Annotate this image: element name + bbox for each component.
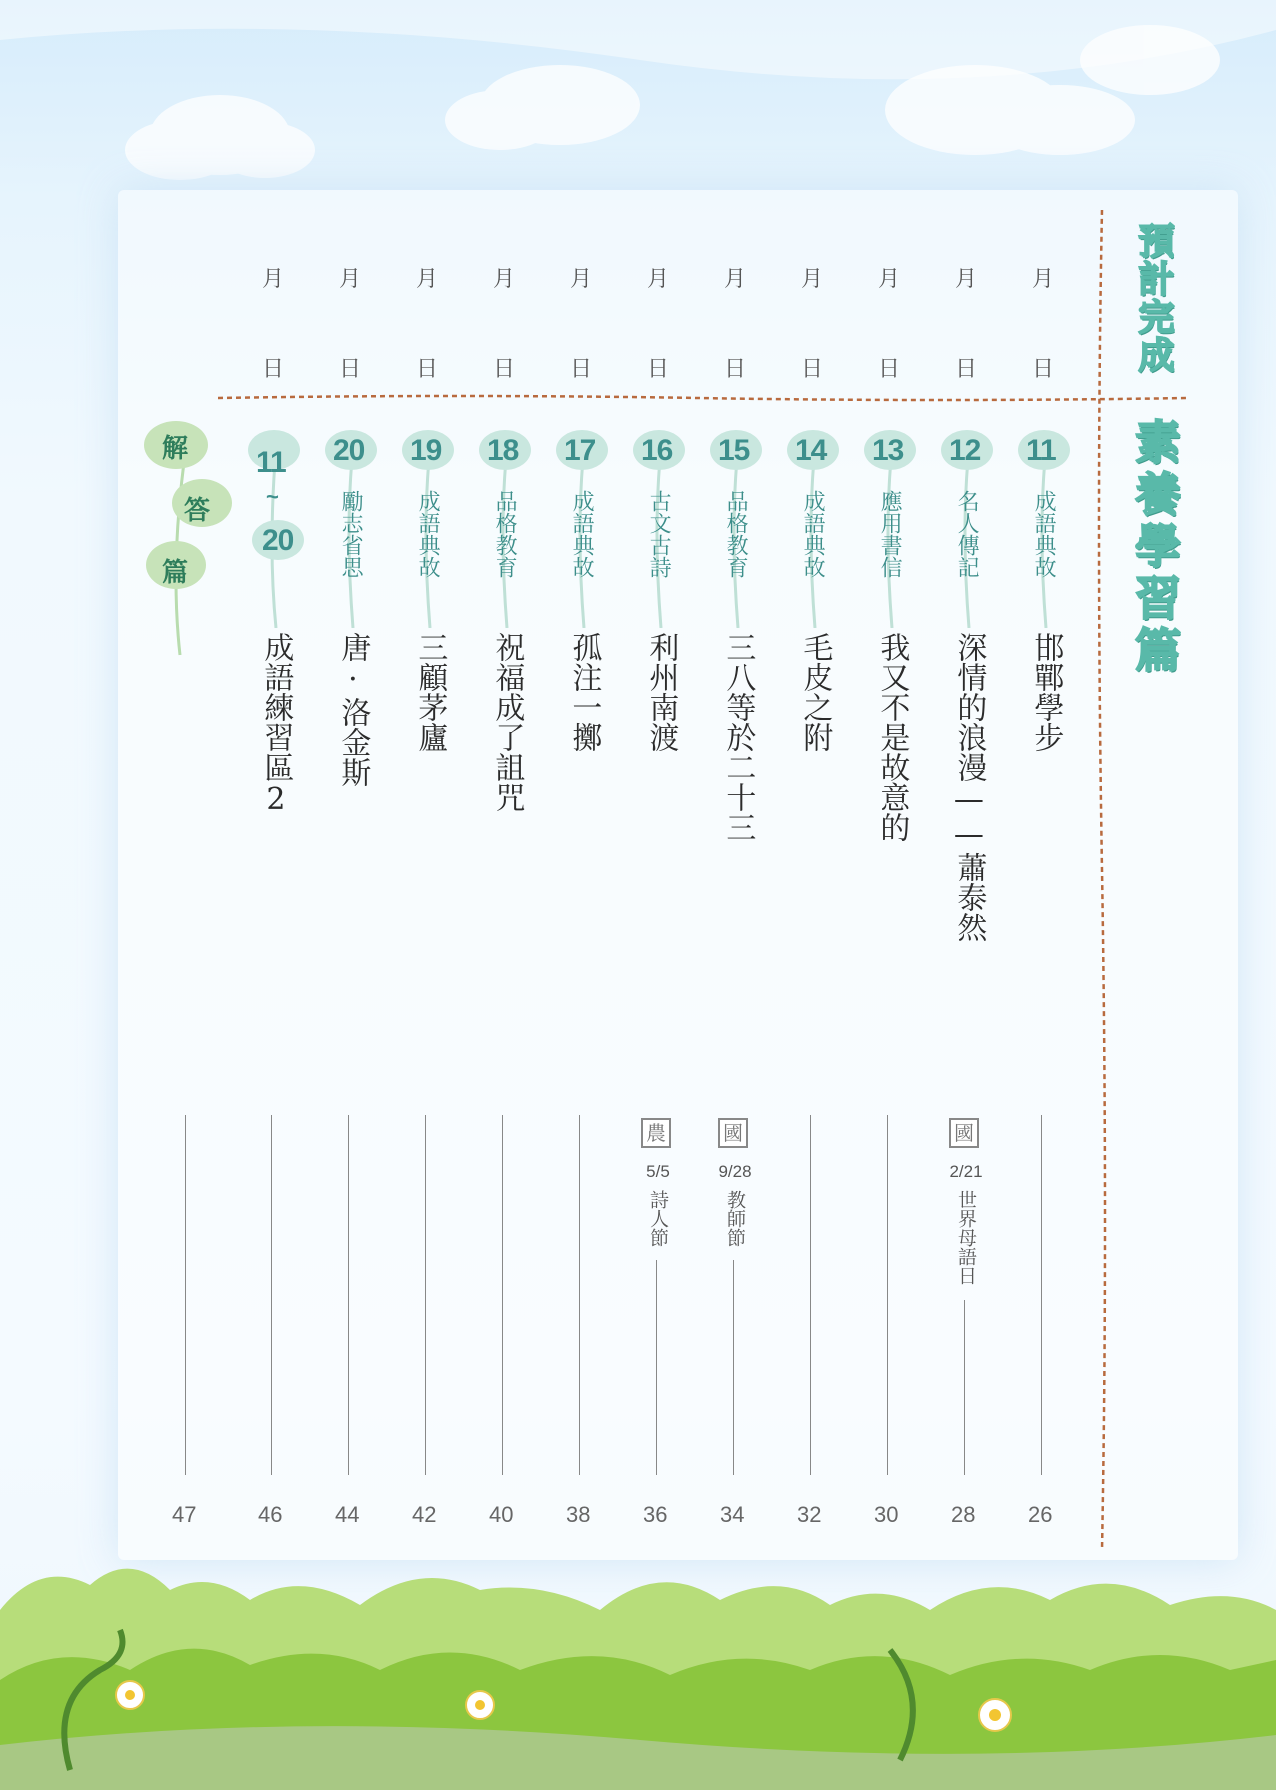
- holiday-date: 5/5: [646, 1162, 670, 1181]
- entry-number: 13: [872, 434, 904, 467]
- month-marker: 月: [724, 267, 747, 292]
- entry-category: 成語典故: [800, 490, 826, 578]
- entry-title[interactable]: 孤注一擲: [566, 632, 602, 752]
- month-marker: 月: [339, 267, 362, 292]
- entry-number: 16: [641, 434, 673, 467]
- entry-page-number: 36: [643, 1502, 668, 1527]
- entry-page-number: 42: [412, 1502, 437, 1527]
- day-marker: 日: [493, 357, 516, 382]
- entry-title[interactable]: 邯鄲學步: [1028, 632, 1064, 752]
- entry-page-number: 44: [335, 1502, 360, 1527]
- entry-number-start: 11: [256, 446, 286, 479]
- entry-title[interactable]: 唐·洛金斯: [335, 632, 371, 787]
- holiday-badge: 國: [949, 1118, 979, 1148]
- day-marker: 日: [416, 357, 439, 382]
- leader-line: [271, 1115, 272, 1475]
- day-marker: 日: [339, 357, 362, 382]
- holiday-name: 世界母語日: [954, 1190, 977, 1285]
- header-divider-vertical: [1092, 210, 1112, 1550]
- header-divider-horizontal: [218, 392, 1188, 404]
- day-marker: 日: [878, 357, 901, 382]
- entry-title[interactable]: 我又不是故意的: [874, 632, 910, 842]
- entry-number: 15: [718, 434, 750, 467]
- month-marker: 月: [878, 267, 901, 292]
- leader-line: [1041, 1115, 1042, 1475]
- month-marker: 月: [416, 267, 439, 292]
- entry-category: 品格教育: [723, 490, 749, 578]
- entry-category: 品格教育: [492, 490, 518, 578]
- entry-number: 14: [795, 434, 827, 467]
- entry-number: 12: [949, 434, 981, 467]
- entry-category: 應用書信: [877, 490, 903, 578]
- entry-title[interactable]: 三顧茅廬: [412, 632, 448, 752]
- entry-number: 11: [1026, 434, 1056, 467]
- entry-page-number: 30: [874, 1502, 899, 1527]
- entry-category: 勵志省思: [338, 490, 364, 578]
- entry-title[interactable]: 毛皮之附: [797, 632, 833, 752]
- entry-page-number: 28: [951, 1502, 976, 1527]
- entry-page-number: 32: [797, 1502, 822, 1527]
- entry-page-number: 34: [720, 1502, 745, 1527]
- leader-line: [502, 1115, 503, 1475]
- day-marker: 日: [570, 357, 593, 382]
- entry-number: 19: [410, 434, 442, 467]
- month-marker: 月: [262, 267, 285, 292]
- month-marker: 月: [493, 267, 516, 292]
- day-marker: 日: [955, 357, 978, 382]
- day-marker: 日: [724, 357, 747, 382]
- answer-leader-line: [185, 1115, 186, 1475]
- month-marker: 月: [1032, 267, 1055, 292]
- entry-number: 17: [564, 434, 596, 467]
- leader-line: [656, 1260, 657, 1475]
- answer-label-char-1: 解: [162, 434, 189, 464]
- planned-completion-label: 預計完成: [1133, 222, 1174, 374]
- holiday-name: 教師節: [723, 1190, 746, 1247]
- entry-title[interactable]: 祝福成了詛咒: [489, 632, 525, 812]
- holiday-badge: 農: [641, 1118, 671, 1148]
- section-title: 素養學習篇: [1128, 418, 1182, 678]
- holiday-name: 詩人節: [646, 1190, 669, 1247]
- day-marker: 日: [262, 357, 285, 382]
- leader-line: [810, 1115, 811, 1475]
- entry-number: 18: [487, 434, 519, 467]
- day-marker: 日: [801, 357, 824, 382]
- answer-label-char-2: 答: [184, 496, 211, 526]
- entry-number-separator: ~: [266, 484, 278, 509]
- entry-title[interactable]: 三八等於二十三: [720, 632, 756, 842]
- entry-title[interactable]: 成語練習區2: [258, 632, 294, 817]
- month-marker: 月: [801, 267, 824, 292]
- month-marker: 月: [955, 267, 978, 292]
- day-marker: 日: [1032, 357, 1055, 382]
- entry-page-number: 40: [489, 1502, 514, 1527]
- leader-line: [964, 1300, 965, 1475]
- holiday-badge: 國: [718, 1118, 748, 1148]
- entry-category: 成語典故: [415, 490, 441, 578]
- day-marker: 日: [647, 357, 670, 382]
- entry-number: 20: [333, 434, 365, 467]
- leader-line: [579, 1115, 580, 1475]
- entry-category: 名人傳記: [954, 490, 980, 578]
- holiday-date: 2/21: [949, 1162, 983, 1181]
- entry-page-number: 38: [566, 1502, 591, 1527]
- answer-page-number: 47: [172, 1502, 197, 1527]
- answer-label-char-3: 篇: [162, 558, 189, 588]
- leader-line: [887, 1115, 888, 1475]
- entry-title[interactable]: 深情的浪漫——蕭泰然: [951, 632, 987, 942]
- entry-title[interactable]: 利州南渡: [643, 632, 679, 752]
- leader-line: [733, 1260, 734, 1475]
- entry-number-end: 20: [262, 524, 294, 557]
- entry-category: 成語典故: [569, 490, 595, 578]
- holiday-date: 9/28: [718, 1162, 752, 1181]
- entry-page-number: 26: [1028, 1502, 1053, 1527]
- entry-page-number: 46: [258, 1502, 283, 1527]
- entry-category: 成語典故: [1031, 490, 1057, 578]
- answer-leaves-icon: [140, 415, 240, 665]
- grass-decoration: [0, 1530, 1276, 1790]
- month-marker: 月: [570, 267, 593, 292]
- leader-line: [425, 1115, 426, 1475]
- leader-line: [348, 1115, 349, 1475]
- month-marker: 月: [647, 267, 670, 292]
- entry-category: 古文古詩: [646, 490, 672, 578]
